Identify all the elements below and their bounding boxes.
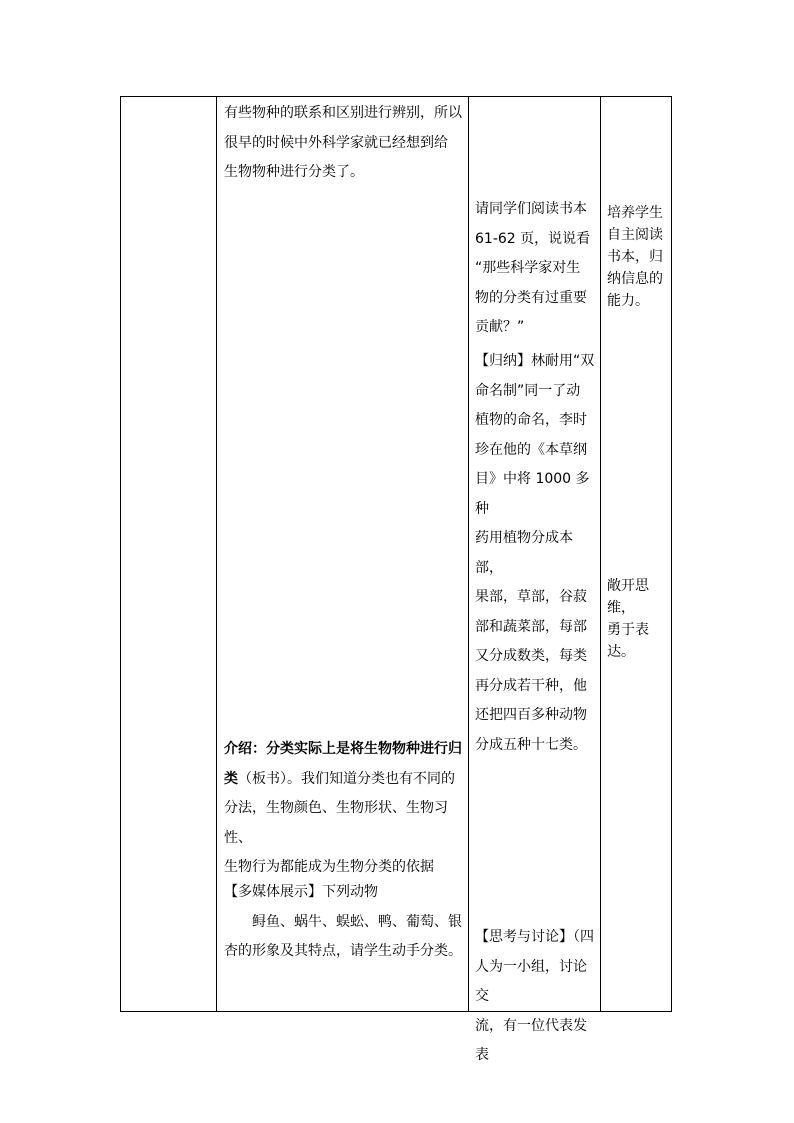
content-paragraph-classification-history — [224, 99, 468, 188]
purpose-line: 敞开思维， — [607, 578, 649, 616]
activity-line: 请同学们阅读书本 — [475, 201, 587, 217]
multimedia-line: 杏的形象及其特点，请学生动手分类。 — [224, 943, 462, 959]
intro-rest: （板书）。我们知道分类也有不同的 — [238, 770, 455, 787]
intro-line: 生物行为都能成为生物分类的依据 — [224, 859, 434, 875]
multimedia-line: 鲟鱼、蜗牛、蜈蚣、鸭、葡萄、银 — [252, 913, 462, 930]
activity-line: 贡献？” — [475, 319, 525, 335]
summary-line: 目》中将 1000 多种 — [475, 471, 590, 517]
content-paragraph-multimedia — [224, 878, 468, 967]
lesson-plan-table — [120, 96, 672, 1063]
summary-line: 珍在他的《本草纲 — [475, 441, 587, 458]
purpose-open-thinking — [607, 575, 669, 663]
column-divider-3 — [600, 97, 601, 1011]
activity-line: “那些科学家对生 — [475, 260, 581, 276]
summary-line: 又分成数类，每类 — [475, 648, 587, 664]
intro-bold-word: 类 — [224, 770, 238, 787]
activity-summary — [475, 347, 599, 760]
summary-line: 植物的命名，李时 — [475, 412, 587, 428]
summary-line: 再分成若干种，他 — [475, 677, 587, 694]
content-line: 很早的时候中外科学家就已经想到给 — [224, 134, 448, 151]
activity-line: 物的分类有过重要 — [475, 289, 587, 306]
summary-line: 还把四百多种动物 — [475, 707, 587, 723]
purpose-reading-ability — [607, 202, 669, 312]
purpose-line: 书本，归 — [607, 249, 663, 265]
activity-line: 61-62 页，说说看 — [475, 230, 591, 247]
discussion-line: 【思考与讨论】（四 — [475, 929, 594, 945]
purpose-line: 能力。 — [607, 293, 649, 309]
purpose-line: 纳信息的 — [607, 271, 663, 287]
intro-heading: 介绍：分类实际上是将生物物种进行归 — [224, 741, 462, 757]
summary-line: 部和蔬菜部，每部 — [475, 618, 587, 635]
summary-line: 分成五种十七类。 — [475, 736, 587, 753]
discussion-line: 流，有一位代表发表 — [475, 1017, 587, 1063]
column-divider-2 — [468, 97, 469, 1011]
summary-line: 命名制”同一了动 — [475, 382, 581, 399]
summary-line: 药用植物分成本部， — [475, 530, 573, 576]
column-divider-1 — [216, 97, 217, 1011]
intro-line: 分法，生物颜色、生物形状、生物习性、 — [224, 800, 448, 846]
activity-reading-task — [475, 195, 599, 343]
purpose-line: 自主阅读 — [607, 227, 663, 243]
summary-line: 果部，草部，谷菽 — [475, 589, 587, 605]
intro-line — [224, 765, 468, 795]
multimedia-title: 【多媒体展示】下列动物 — [224, 884, 378, 900]
purpose-line: 勇于表达。 — [607, 622, 649, 660]
content-line: 生物物种进行分类了。 — [224, 164, 364, 180]
discussion-line: 人为一小组，讨论交 — [475, 958, 587, 1004]
content-paragraph-introduction — [224, 735, 468, 883]
summary-line: 【归纳】林耐用“双 — [475, 353, 595, 369]
content-line: 有些物种的联系和区别进行辨别，所以 — [224, 105, 462, 121]
purpose-line: 培养学生 — [607, 205, 663, 221]
activity-discussion — [475, 923, 599, 1071]
